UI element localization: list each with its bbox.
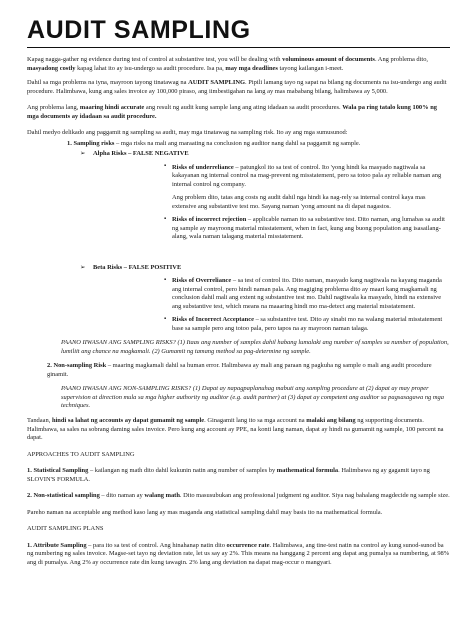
document-title: AUDIT SAMPLING	[27, 16, 251, 44]
list-item: ▪ Risks of Incorrect Acceptance – sa substantive test. Dito ay sinabi mo na walang material misstatement base sa sample pero ang totoo pala, pero tapos na ay mayroon naman talaga.	[172, 316, 450, 333]
alpha-risks-list	[27, 164, 450, 242]
list-item-continuation: Ang problem dito, tatas ang costs ng audit dahil nga hindi ka nag-rely sa internal control kaya mas extensive ang substantive test mo. Sayang naman 'yong amount na di dapat nagastos.	[172, 194, 426, 210]
reminder-paragraph: Tandaan, hindi sa lahat ng accounts ay dapat gumamit ng sample. Ginagamit lang ito sa mga account na malaki ang bilang ng supporting documents. Halimbawa, sa sales na sobrang daming sales invoice. Pero kung ang account ay PPE, na konti lang naman, dapat ay hindi na gumamit ng sample, 100 percent na dapat.	[27, 416, 444, 442]
comparison-paragraph: Pareho naman na acceptable ang method kaso lang ay mas maganda ang statistical sampling dahil may basis ito na mathematical formula.	[27, 508, 383, 516]
sampling-risk-intro: Dahil medyo delikado ang paggamit ng sampling sa audit, may mga tinatawag na sampling risk. Ito ay ang mga sumusunod:	[27, 129, 348, 137]
beta-risks-list	[27, 277, 450, 333]
attribute-sampling-item: 1. Attribute Sampling – para ito sa test of control. Ang hinahanap natin dito occurrence rate. Halimbawa, ang tine-test natin na control ay kung sunod-sunod ba ng numbering ng sales invoice. Magse-set tayo ng deviation rate, let us say ay 2%. This means na hanggang 2 percent ang dapat ang pumalya sa numbering, at 98% ang di pumalya. Ang 2% ay occurrence rate din kung tawagin. 2% lang ang deviation na dapat mag-occur o mangyari.	[27, 541, 450, 566]
title-rule	[27, 47, 450, 48]
accuracy-paragraph: Ang problema lang, maaring hindi accurate ang result ng audit kung sample lang ang ating idadaan sa audit procedures. Wala pa ring tatalo kung 100% ng mga documents ay idadaan sa audit procedure.	[27, 104, 437, 120]
approaches-heading: APPROACHES TO AUDIT SAMPLING	[27, 450, 135, 458]
sampling-plans-heading: AUDIT SAMPLING PLANS	[27, 525, 104, 533]
avoid-sampling-risks-note: PAANO IIWASAN ANG SAMPLING RISKS? (1) Itaas ang number of samples dahil habang lumalaki ang number of samples sa number of population, lumiliit ang chance na magkamali. (2) Gumamit ng tamang method sa pag-determine ng sample.	[61, 339, 449, 355]
arrow-bullet-icon: ➢	[80, 263, 86, 271]
intro-paragraph: Kapag nagga-gather ng evidence during test of control at substantive test, you will be dealing with voluminous amount of documents. Ang problema dito, masyadong costly kapag lahat ito ay isu-undergo sa audit procedure. Isa pa, may mga deadlines tayong kailangan i-meet.	[27, 56, 429, 72]
beta-risks-heading: ➢ Beta Risks – FALSE POSITIVE	[80, 263, 182, 271]
alpha-risks-heading: ➢ Alpha Risks – FALSE NEGATIVE	[80, 150, 189, 158]
sampling-risks-item: 1. Sampling risks – mga risks na mali ang maraating na conclusion ng auditor nang dahil sa paggamit ng sample.	[67, 139, 361, 147]
statistical-sampling-item: 1. Statistical Sampling – kailangan ng math dito dahil kukunin natin ang number of samples by mathematical formula. Halimbawa ng ay gagamit tayo ng SLOVIN'S FORMULA.	[27, 467, 430, 483]
list-item: ▪ Risks of Overreliance – sa test of control ito. Dito naman, masyado kang nagtiwala na kayang maganda ang internal control, pero hindi naman pala. Ang magiging problema dito ay maari kang magkamali ng conclusion dahil mali ang extent ng substantive test mo. Dahil nagtiwala ka masyado, hindi na extensive ang substantive test, which means na maaaring hindi mo ma-detect ang material misstatement.	[172, 277, 450, 311]
non-statistical-sampling-item: 2. Non-statistical sampling – dito naman ay walang math. Dito masusubukan ang professional judgment ng auditor. Siya nag bahalang magdecide ng sample size.	[27, 492, 450, 500]
non-sampling-risk-item: 2. Non-sampling Risk – maaring magkamali dahil sa human error. Halimbawa ay mali ang paraan ng pagkuha ng sample o mali ang audit procedure ginamit.	[47, 362, 432, 378]
list-item: ▪ Risks of incorrect rejection – applicable naman ito sa substantive test. Dito naman, ang lumabas sa audit ng sample ay mayroong material misstatement, when in fact, kung ang buong population ang isasailang-alang, wala naman talagang material misstatement.	[172, 216, 450, 242]
list-item: ▪ Risks of underreliance – patungkol ito sa test of control. Ito 'yong hindi ka masyado nagtiwala sa kakayanan ng internal control na mag-prevent ng misstatement, pero sa totoo pala ay reliable naman ang internal control ng company.	[172, 164, 450, 190]
arrow-bullet-icon: ➢	[80, 150, 86, 158]
avoid-non-sampling-risks-note: PAANO IIWASAN ANG NON-SAMPLING RISKS? (1) Dapat ay napagpaplanuhag mabuti ang sampling procedure at (2) dapat ay may proper supervision at direction mula sa mga higher authority ng auditor (e.g. audit partner) at (3) dapat ay competent ang auditor sa pagsasagawa ng mga techniques.	[61, 385, 444, 410]
audit-sampling-paragraph: Dahil sa mga problems na iyna, mayroon tayong tinatawag na AUDIT SAMPLING. Pipili lamang tayo ng sapat na bilang ng documents na isu-undergo ang audit procedure. Halimbawa, kung ang sales invoice ay 100,000 piraso, ang iimbestigahan na lang ay mas mababang bilang, halimbawa ay 5,000.	[27, 79, 447, 95]
